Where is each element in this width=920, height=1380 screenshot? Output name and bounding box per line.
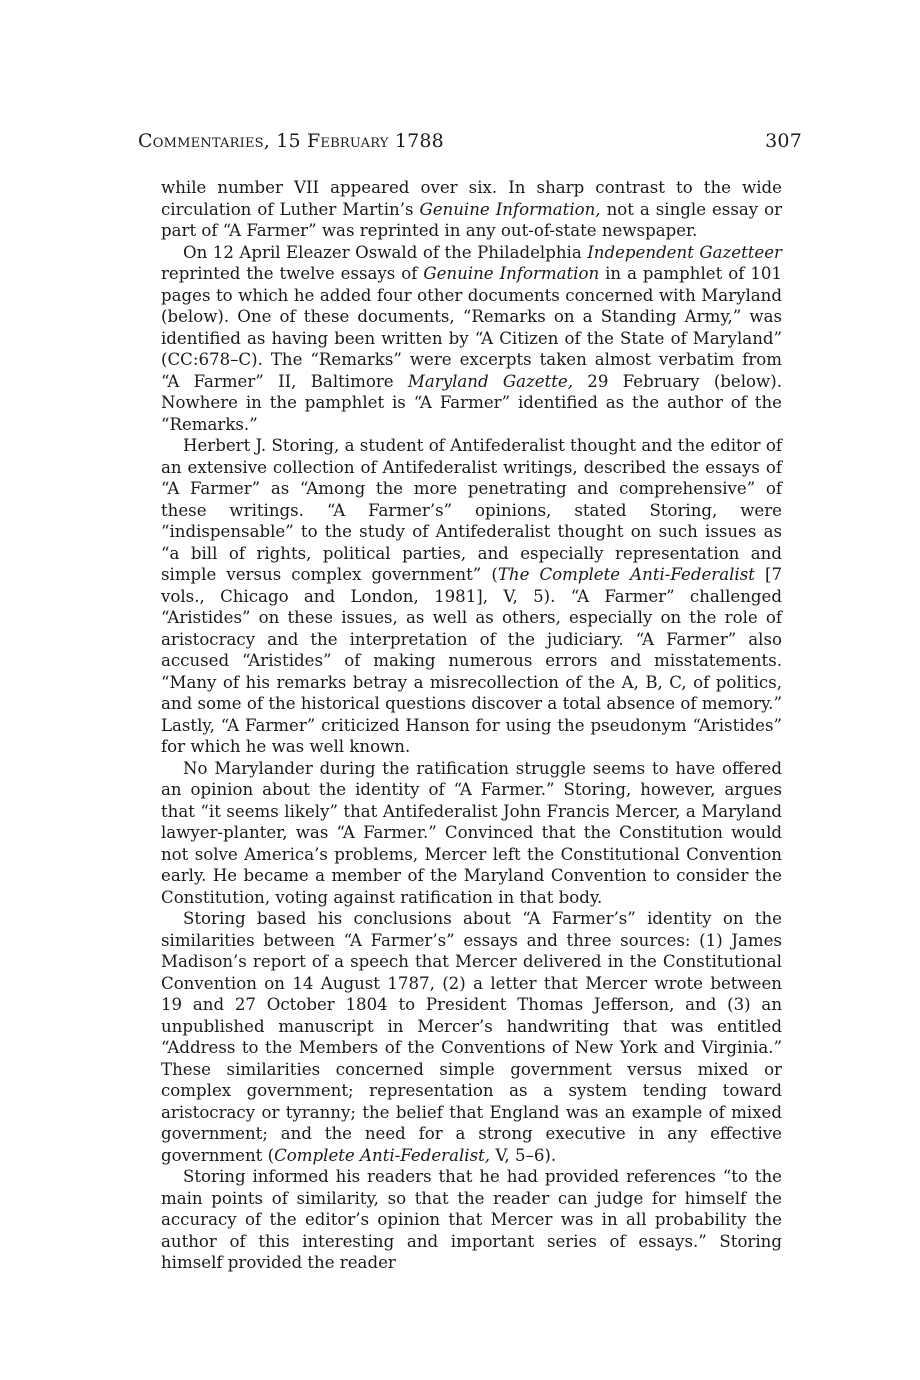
paragraph: [161, 758, 782, 909]
text-run: No Marylander during the ratification struggle seems to have offered an opinion about the identity of “A Farmer.” Storing, however, argues that “it seems likely” that Antifederalist John Francis Mercer, a Maryland lawyer-planter, was “A Farmer.” Convinced that the Constitution would not solve America’s problems, Mercer left the Constitutional Convention early. He became a member of the Maryland Convention to consider the Constitution, voting against ratification in that body.: [161, 758, 782, 907]
text-run: not a single essay or part of “A Farmer” was reprinted in any out-of-state newspaper.: [161, 199, 782, 240]
italic-text: Genuine Information,: [419, 199, 601, 219]
text-run: On 12 April Eleazer Oswald of the Philadelphia: [183, 242, 588, 262]
text-run: Herbert J. Storing, a student of Antifederalist thought and the editor of an extensive collection of Antifederalist writings, described the essays of “A Farmer” as “Among the more penetrating and comprehensive” of these writings. “A Farmer’s” opinions, stated Storing, were “indispensable” to the study of Antifederalist thought on such issues as “a bill of rights, political parties, and especially representation and simple versus complex government” (: [161, 436, 783, 584]
italic-text: Independent Gazetteer: [587, 242, 782, 262]
running-head: [138, 130, 802, 156]
page-number: 307: [765, 130, 802, 152]
paragraph: [161, 242, 782, 436]
italic-text: The Complete Anti-Federalist: [497, 565, 755, 584]
paragraph: [161, 435, 782, 758]
italic-text: Genuine Information: [423, 264, 600, 283]
text-run: Storing based his conclusions about “A Farmer’s” identity on the similarities between “A Farmer’s” essays and three sources: (1) James Madison’s report of a speech that Mercer delivered in the Constitutional Convention on 14 August 1787, (2) a letter that Mercer wrote between 19 and 27 October 1804 to President Thomas Jefferson, and (3) an unpublished manuscript in Mercer’s handwriting that was entitled “Address to the Members of the Conventions of New York and Virginia.” These similarities concerned simple government versus mixed or complex government; representation as a system tending toward aristocracy or tyranny; the belief that England was an example of mixed government; and the need for a strong executive in any effective government (: [161, 909, 782, 1165]
body-text: [161, 177, 782, 1274]
text-run: reprinted the twelve essays of: [161, 264, 424, 283]
paragraph: [161, 908, 782, 1166]
text-run: Storing informed his readers that he had provided references “to the main points of similarity, so that the reader can judge for himself the accuracy of the editor’s opinion that Mercer was in all probability the author of this interesting and important series of essays.” Storing himself provided the reader: [161, 1167, 782, 1272]
text-run: while number VII appeared over six. In sharp contrast to the wide circulation of Luther Martin’s: [161, 178, 782, 219]
text-run: V, 5–6).: [490, 1145, 557, 1165]
text-run: [7 vols., Chicago and London, 1981], V, 5). “A Farmer” challenged “Aristides” on these issues, as well as others, especially on the role of aristocracy and the interpretation of the judiciary. “A Farmer” also accused “Aristides” of making numerous errors and misstatements. “Many of his remarks betray a misrecollection of the A, B, C, of politics, and some of the historical questions discover a total absence of memory.” Lastly, “A Farmer” criticized Hanson for using the pseudonym “Aristides” for which he was well known.: [161, 565, 783, 756]
paragraph: [161, 177, 782, 242]
running-title: Commentaries, 15 February 1788: [138, 130, 444, 152]
italic-text: Maryland Gazette,: [407, 371, 573, 391]
text-run: 29 February (below). Nowhere in the pamphlet is “A Farmer” identified as the author of the “Remarks.”: [161, 371, 782, 434]
text-run: in a pamphlet of 101 pages to which he added four other documents concerned with Maryland (below). One of these documents, “Remarks on a Standing Army,” was identified as having been written by “A Citizen of the State of Maryland” (CC:678–C). The “Remarks” were excerpts taken almost verbatim from “A Farmer” II, Baltimore: [161, 264, 782, 391]
italic-text: Complete Anti-Federalist,: [274, 1145, 491, 1165]
paragraph: [161, 1166, 782, 1274]
